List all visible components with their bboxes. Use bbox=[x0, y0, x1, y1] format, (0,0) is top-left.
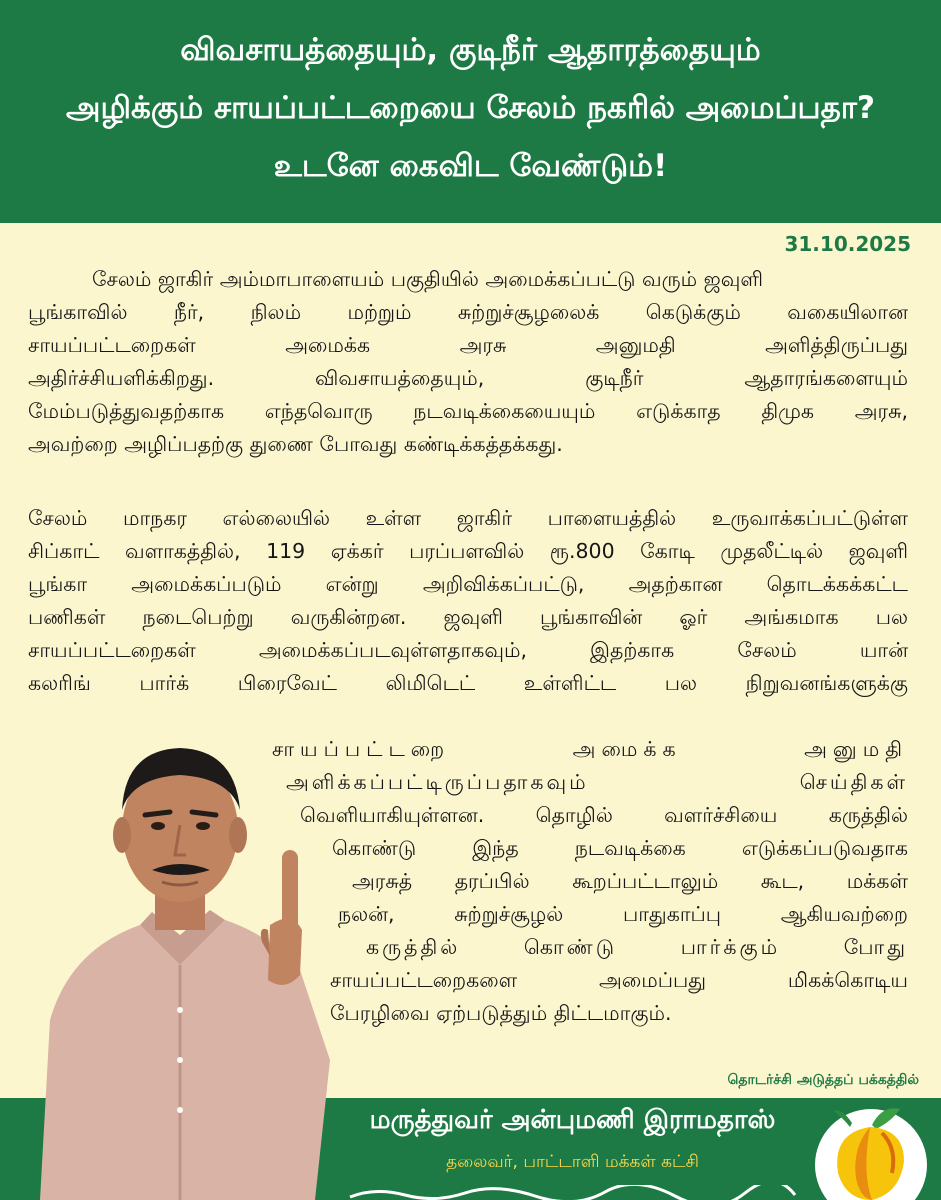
text-line: அதிர்ச்சியளிக்கிறது. விவசாயத்தையும், குடிநீர் ஆதாரங்களையும் bbox=[28, 366, 908, 390]
headline-line-3: உடனே கைவிட வேண்டும்! bbox=[273, 148, 668, 184]
signatory-role: தலைவர், பாட்டாளி மக்கள் கட்சி bbox=[446, 1152, 699, 1172]
text-line: சேலம் மாநகர எல்லையில் உள்ள ஜாகிர் பாளையத்தில் உருவாக்கப்பட்டுள்ள bbox=[28, 506, 908, 530]
party-mango-logo bbox=[812, 1103, 930, 1200]
text-line: சாயப்பட்டறைகள் அமைக்கப்படவுள்ளதாகவும், இதற்காக சேலம் யான் bbox=[28, 638, 908, 662]
text-line: நலன், சுற்றுச்சூழல் பாதுகாப்பு ஆகியவற்றை bbox=[338, 902, 908, 926]
text-line: கருத்தில் கொண்டு பார்க்கும் போது bbox=[366, 935, 908, 959]
text-line: பூங்காவில் நீர், நிலம் மற்றும் சுற்றுச்சூழலைக் கெடுக்கும் வகையிலான bbox=[28, 300, 908, 324]
text-line: சாயப்பட்டறைகள் அமைக்க அரசு அனுமதி அளித்திருப்பது bbox=[28, 333, 908, 357]
headline-line-2: அழிக்கும் சாயப்பட்டறையை சேலம் நகரில் அமைப்பதா? bbox=[66, 90, 875, 126]
signatory-name: மருத்துவர் அன்புமணி இராமதாஸ் bbox=[369, 1105, 776, 1135]
text-line: கலரிங் பார்க் பிரைவேட் லிமிடெட் உள்ளிட்ட பல நிறுவனங்களுக்கு bbox=[28, 671, 908, 695]
handwritten-signature bbox=[345, 1185, 800, 1200]
text-line: அரசுத் தரப்பில் கூறப்பட்டாலும் கூட, மக்கள் bbox=[352, 869, 908, 893]
text-line: பணிகள் நடைபெற்று வருகின்றன. ஜவுளி பூங்காவின் ஓர் அங்கமாக பல bbox=[28, 605, 908, 629]
text-line: பேரழிவை ஏற்படுத்தும் திட்டமாகும். bbox=[330, 1001, 672, 1025]
text-line: சாயப்பட்டறை அமைக்க அனுமதி bbox=[272, 737, 908, 761]
title-banner bbox=[0, 0, 941, 223]
statement-date: 31.10.2025 bbox=[784, 232, 911, 256]
text-line: வெளியாகியுள்ளன. தொழில் வளர்ச்சியை கருத்தில் bbox=[300, 803, 908, 827]
text-line: சாயப்பட்டறைகளை அமைப்பது மிகக்கொடிய bbox=[330, 968, 908, 992]
text-line: அவற்றை அழிப்பதற்கு துணை போவது கண்டிக்கத்தக்கது. bbox=[28, 432, 563, 456]
speaker-portrait bbox=[30, 730, 360, 1200]
text-line: சிப்காட் வளாகத்தில், 119 ஏக்கர் பரப்பளவில் ரூ.800 கோடி முதலீட்டில் ஜவுளி bbox=[28, 539, 908, 563]
text-line: அளிக்கப்பட்டிருப்பதாகவும் செய்திகள் bbox=[286, 770, 908, 794]
continued-note: தொடர்ச்சி அடுத்தப் பக்கத்தில் bbox=[727, 1072, 919, 1088]
headline-line-1: விவசாயத்தையும், குடிநீர் ஆதாரத்தையும் bbox=[180, 32, 761, 68]
text-line: கொண்டு இந்த நடவடிக்கை எடுக்கப்படுவதாக bbox=[332, 836, 908, 860]
text-line: பூங்கா அமைக்கப்படும் என்று அறிவிக்கப்பட்டு, அதற்கான தொடக்கக்கட்ட bbox=[28, 572, 908, 596]
text-line: மேம்படுத்துவதற்காக எந்தவொரு நடவடிக்கையையும் எடுக்காத திமுக அரசு, bbox=[28, 399, 908, 423]
text-line: சேலம் ஜாகிர் அம்மாபாளையம் பகுதியில் அமைக்கப்பட்டு வரும் ஜவுளி bbox=[92, 267, 763, 291]
